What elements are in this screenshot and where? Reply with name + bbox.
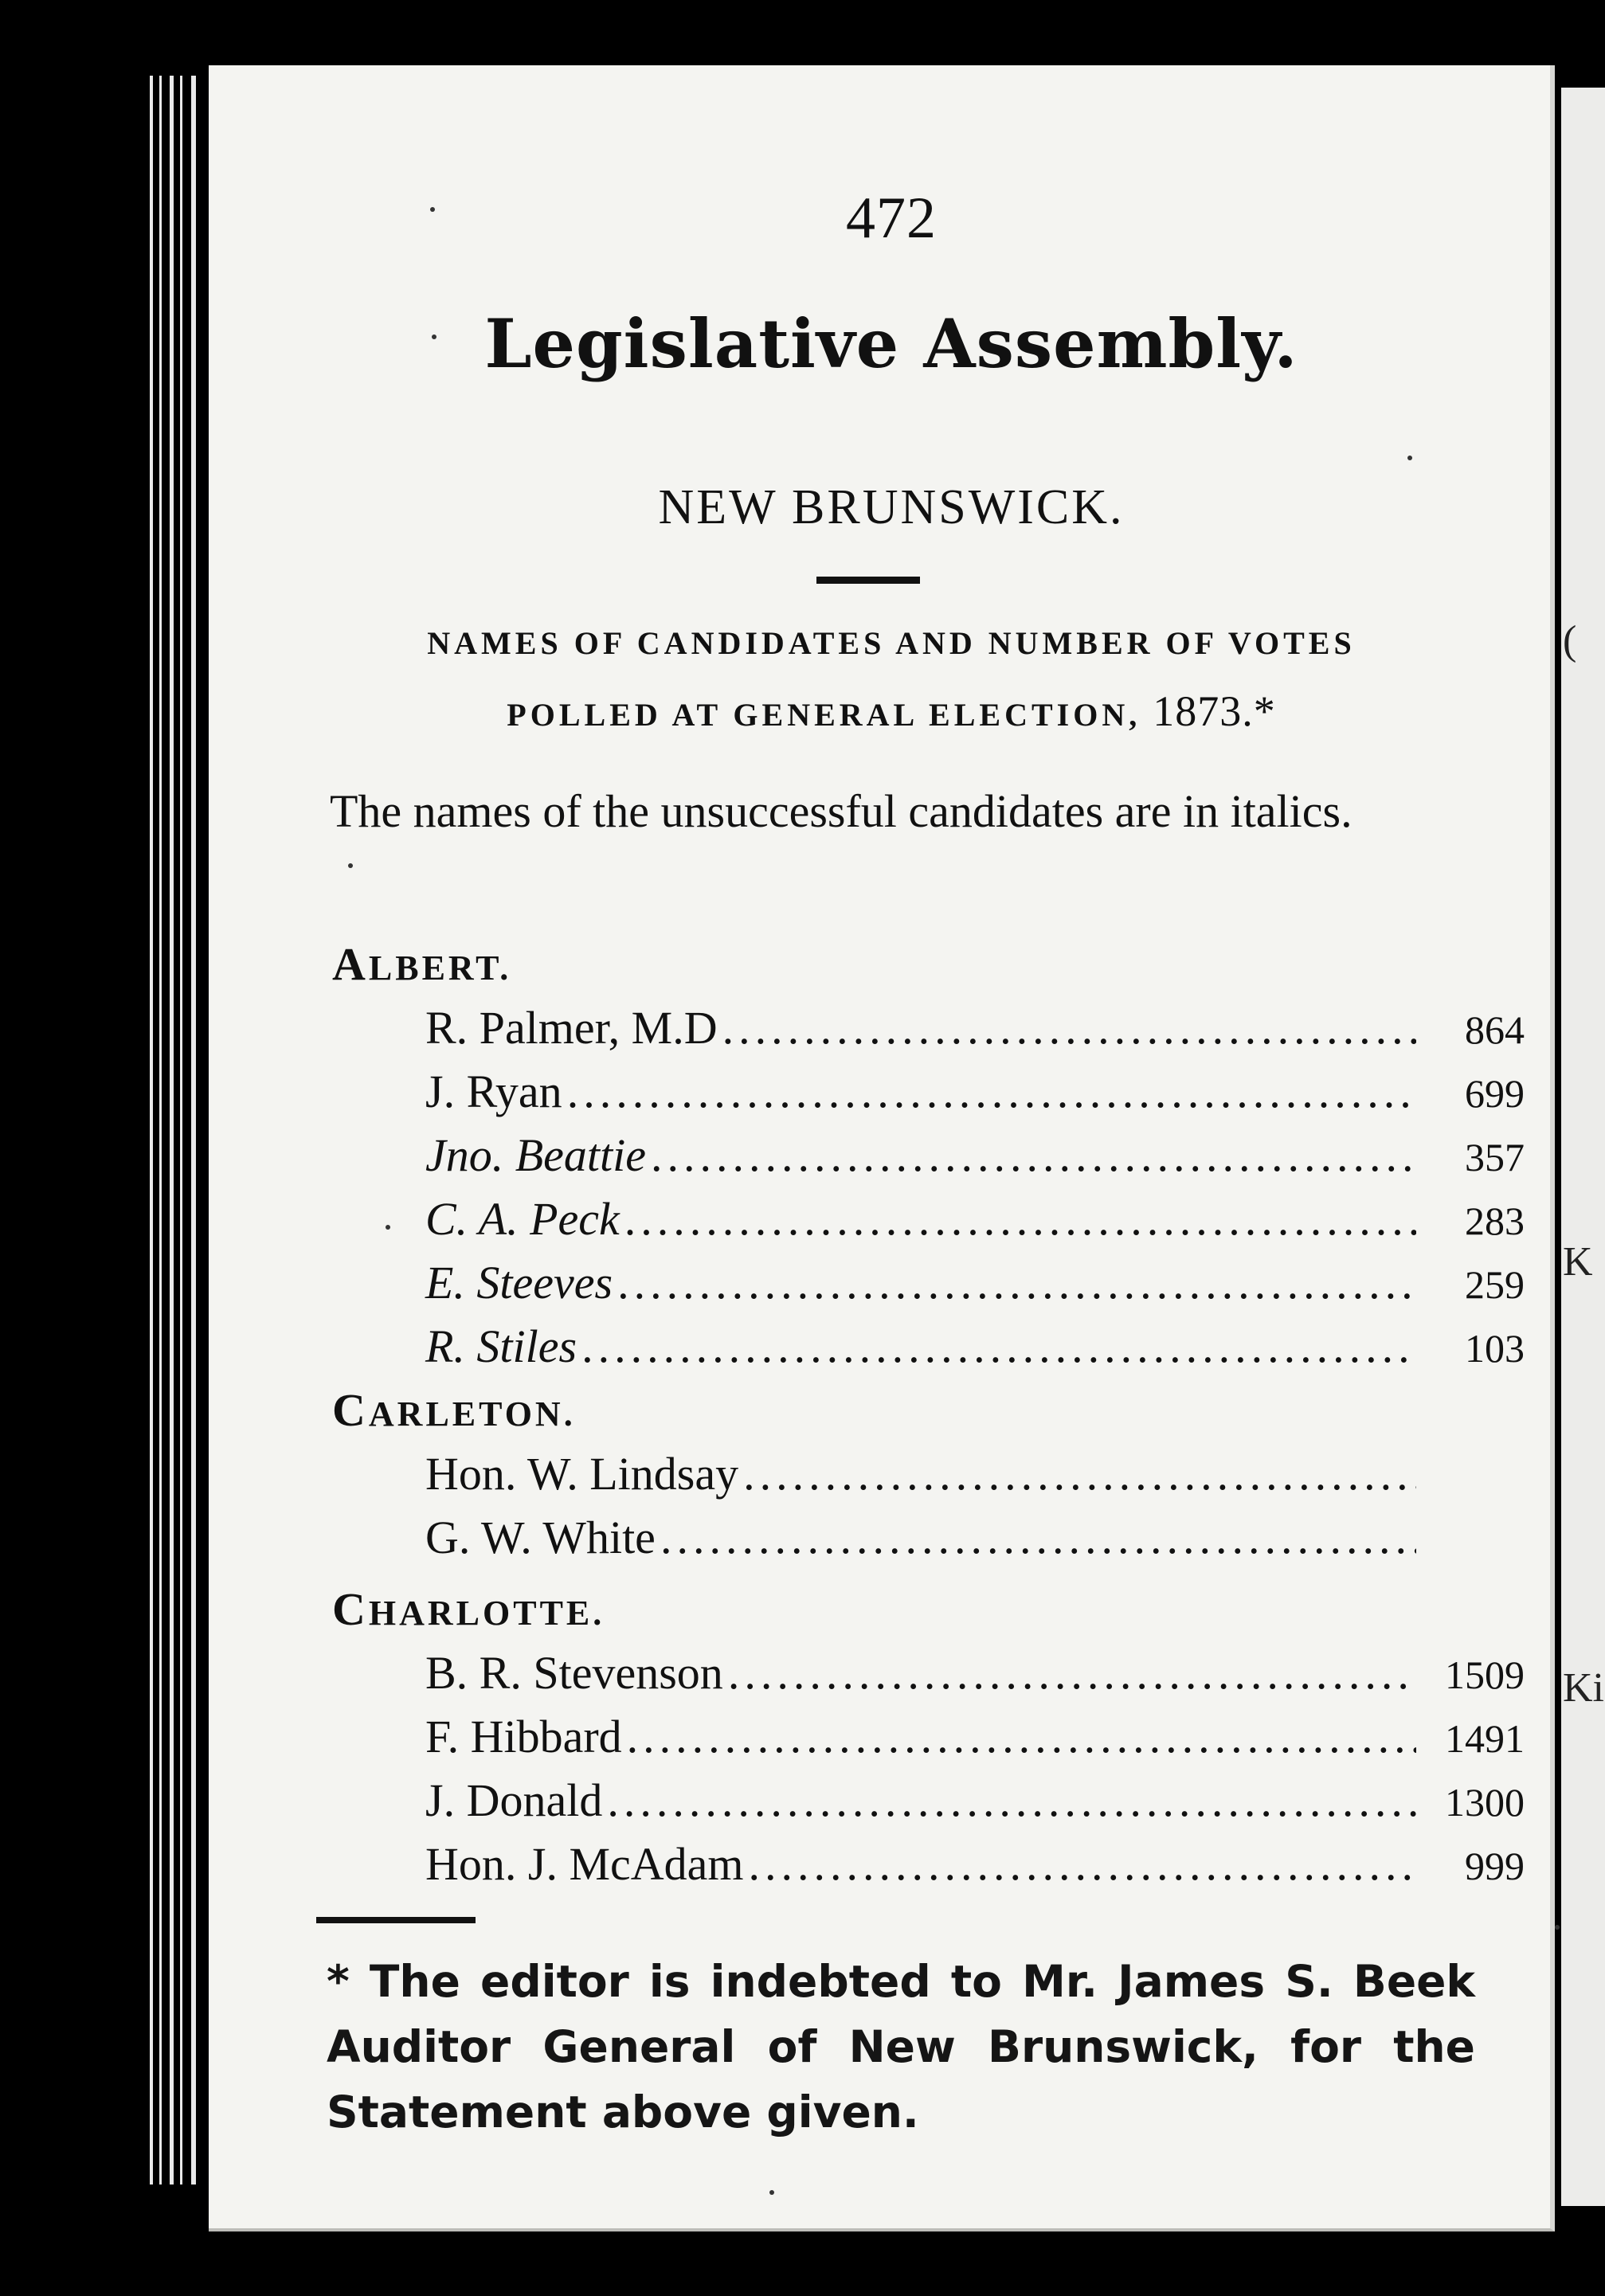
- candidate-row: [425, 1065, 1525, 1121]
- binding-edge-line: [170, 76, 174, 2185]
- table-heading-line-2: [209, 686, 1550, 736]
- heading-divider: [816, 577, 920, 584]
- dot-leader: [749, 1837, 1416, 1891]
- vote-count: 699: [1465, 1071, 1525, 1116]
- book-binding: [0, 0, 211, 2296]
- footnote: * The editor is indebted to Mr. James S. Beek Auditor General of New Brunswick, for the Statement above given.: [327, 1956, 1475, 2138]
- table-heading-text: POLLED AT GENERAL ELECTION,: [507, 697, 1141, 733]
- dot-leader: [722, 1001, 1416, 1054]
- adjacent-page-edge: [1561, 88, 1605, 2206]
- intro-paragraph: The names of the unsuccessful candidates are in italics.: [330, 785, 1353, 837]
- print-speck: [348, 863, 353, 868]
- vote-count: 1491: [1445, 1716, 1525, 1761]
- vote-count: 283: [1465, 1199, 1525, 1243]
- candidate-name: Jno. Beattie: [425, 1129, 647, 1181]
- dot-leader: [743, 1447, 1416, 1500]
- candidate-row: [425, 1774, 1525, 1829]
- print-speck: [430, 207, 435, 212]
- dot-leader: [581, 1320, 1416, 1373]
- candidate-name: R. Stiles: [425, 1320, 577, 1372]
- dot-leader: [660, 1511, 1416, 1564]
- binding-edge-line: [191, 76, 196, 2185]
- vote-count: 259: [1465, 1262, 1525, 1307]
- vote-count: 357: [1465, 1135, 1525, 1179]
- print-speck: [432, 334, 436, 339]
- binding-edge-line: [150, 76, 153, 2185]
- page-title: Legislative Assembly.: [484, 304, 1298, 383]
- dot-leader: [627, 1710, 1416, 1763]
- candidate-row: [425, 1710, 1525, 1766]
- binding-edge-line: [180, 76, 182, 2185]
- adjacent-page-fragment: (: [1563, 618, 1577, 663]
- candidate-name: R. Palmer, M.D: [425, 1002, 718, 1054]
- adjacent-page-fragment: Ki: [1563, 1665, 1604, 1711]
- candidate-name: G. W. White: [425, 1512, 656, 1563]
- candidate-name: E. Steeves: [425, 1257, 613, 1308]
- candidate-row: [425, 1192, 1525, 1248]
- candidate-row: [425, 1320, 1525, 1375]
- vote-count: 1300: [1445, 1780, 1525, 1825]
- province-heading: NEW BRUNSWICK.: [658, 480, 1125, 534]
- print-speck: [1555, 1925, 1560, 1930]
- candidate-row: [425, 1511, 1525, 1567]
- binding-edge-line: [159, 76, 162, 2185]
- page-number: 472: [846, 186, 937, 251]
- candidate-row: [425, 1001, 1525, 1057]
- candidate-name: Hon. W. Lindsay: [425, 1448, 739, 1500]
- print-speck: [769, 2190, 774, 2195]
- candidate-name: J. Donald: [425, 1774, 603, 1826]
- candidate-row: [425, 1256, 1525, 1312]
- dot-leader: [567, 1065, 1416, 1118]
- candidate-row: [425, 1128, 1525, 1184]
- book-page: [209, 65, 1555, 2231]
- candidate-name: C. A. Peck: [425, 1193, 620, 1245]
- vote-count: 103: [1465, 1326, 1525, 1371]
- dot-leader: [607, 1774, 1416, 1827]
- candidate-name: F. Hibbard: [425, 1711, 622, 1762]
- adjacent-page-fragment: K: [1563, 1239, 1593, 1285]
- table-heading-line-1: NAMES OF CANDIDATES AND NUMBER OF VOTES: [427, 625, 1356, 661]
- vote-count: 864: [1465, 1007, 1525, 1052]
- vote-count: 1509: [1445, 1653, 1525, 1697]
- dot-leader: [624, 1192, 1416, 1246]
- candidate-name: Hon. J. McAdam: [425, 1838, 744, 1890]
- print-speck: [386, 1225, 390, 1230]
- dot-leader: [728, 1646, 1416, 1700]
- candidate-row: [425, 1837, 1525, 1893]
- candidate-row: [425, 1646, 1525, 1702]
- candidate-row: [425, 1447, 1525, 1503]
- dot-leader: [651, 1128, 1416, 1182]
- vote-count: 999: [1465, 1844, 1525, 1888]
- dot-leader: [617, 1256, 1416, 1309]
- election-year: 1873.*: [1153, 687, 1276, 735]
- footnote-divider: [316, 1917, 476, 1923]
- county-heading: CHARLOTTE.: [332, 1583, 605, 1635]
- county-heading: CARLETON.: [332, 1384, 576, 1436]
- candidate-name: J. Ryan: [425, 1066, 562, 1117]
- candidate-name: B. R. Stevenson: [425, 1647, 723, 1699]
- county-heading: ALBERT.: [332, 938, 512, 990]
- print-speck: [1407, 456, 1412, 460]
